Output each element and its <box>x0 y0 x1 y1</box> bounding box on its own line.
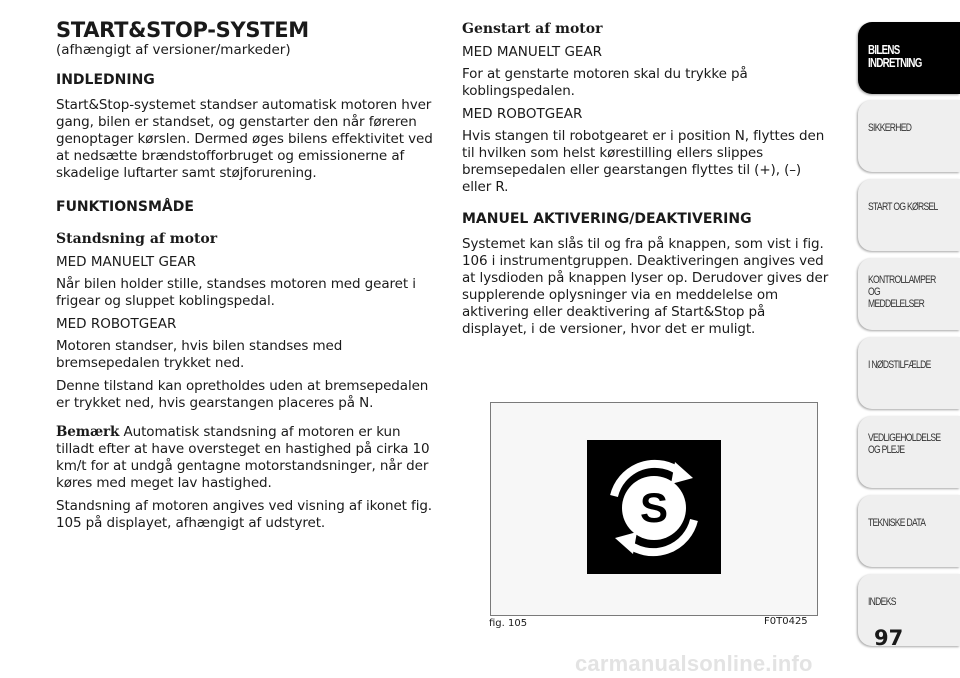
figure-code: F0T0425 <box>764 616 808 627</box>
tab-label: SIKKERHED <box>868 122 912 134</box>
toggle-text: Systemet kan slås til og fra på knappen, som vist i fig. 106 i instrumentgruppen. Deaktiveringen angives ved at lysdioden på knappen lyser op. Derudover gives der supplerende oplysninger via en meddelelse om aktivering eller deaktivering af Start&Stop på displayet, i de versioner, hvor det er muligt. <box>462 236 829 337</box>
tab-sikkerhed[interactable] <box>858 100 960 172</box>
note-label: Bemærk <box>56 424 120 440</box>
tab-label: TEKNISKE DATA <box>868 517 926 529</box>
tab-bilens-indretning[interactable] <box>858 22 960 94</box>
page-number: 97 <box>874 626 904 650</box>
tab-kontrollamper[interactable] <box>858 258 960 330</box>
stop-heading: Standsning af motor <box>56 231 218 247</box>
tab-label: START OG KØRSEL <box>868 201 938 213</box>
tab-start-og-korsel[interactable] <box>858 179 960 251</box>
watermark: carmanualsonline.info <box>575 651 813 676</box>
restart-manual-text: For at genstarte motoren skal du trykke på koblingspedalen. <box>462 66 748 99</box>
manual-gear-label: MED MANUELT GEAR <box>56 254 197 270</box>
right-column <box>462 20 834 344</box>
note-text: Automatisk standsning af motoren er kun tilladt efter at have oversteget en hastighed på cirka 10 km/t for at undgå gentagne motorstandsninger, når der køres med meget lav hastighed. <box>56 424 430 491</box>
section-subtitle: (afhængigt af versioner/markeder) <box>56 42 291 58</box>
restart-robot-text: Hvis stangen til robotgearet er i position N, flyttes den til hvilken som helst kørestilling ellers slippes bremsepedalen eller gearstangen flyttes til (+), (–) eller R. <box>462 128 825 195</box>
start-stop-icon-graphic <box>587 440 721 574</box>
restart-manual-label: MED MANUELT GEAR <box>462 44 603 60</box>
tab-label: VEDLIGEHOLDELSE OG PLEJE <box>868 432 941 456</box>
robot-gear-text: Motoren standser, hvis bilen standses med bremsepedalen trykket ned. <box>56 338 343 371</box>
robot-gear-label: MED ROBOTGEAR <box>56 316 177 332</box>
robot-gear-text-2: Denne tilstand kan opretholdes uden at bremsepedalen er trykket ned, hvis gearstangen placeres på N. <box>56 378 429 411</box>
tab-label: INDEKS <box>868 596 896 608</box>
toggle-heading: MANUEL AKTIVERING/DEAKTIVERING <box>462 211 752 227</box>
mode-heading: FUNKTIONSMÅDE <box>56 199 194 215</box>
chapter-tabs <box>858 22 960 652</box>
figure-label: fig. 105 <box>489 618 528 629</box>
tab-vedligeholdelse[interactable] <box>858 416 960 488</box>
tab-label: KONTROLLAMPER OG MEDDELELSER <box>868 274 936 310</box>
tab-tekniske-data[interactable] <box>858 495 960 567</box>
restart-heading: Genstart af motor <box>462 21 603 37</box>
section-title: START&STOP-SYSTEM <box>56 18 309 42</box>
intro-heading: INDLEDNING <box>56 72 155 88</box>
restart-robot-label: MED ROBOTGEAR <box>462 106 583 122</box>
tab-label: I NØDSTILFÆLDE <box>868 359 931 371</box>
note-paragraph <box>56 424 442 492</box>
tab-label: BILENS INDRETNING <box>868 43 922 70</box>
start-stop-icon-letter: S <box>639 484 669 531</box>
left-column <box>56 18 442 538</box>
figure-105 <box>490 402 818 616</box>
intro-text: Start&Stop-systemet standser automatisk motoren hver gang, bilen er standset, og genstarter den når føreren genoptager kørslen. Dermed øges bilens effektivitet ved at nedsætte brændstofforbruget og emissionerne af skadelige luftarter samt støjforurening. <box>56 97 433 181</box>
tab-i-nodstilfaelde[interactable] <box>858 337 960 409</box>
manual-gear-text: Når bilen holder stille, standses motoren med gearet i frigear og sluppet koblingspedal. <box>56 276 416 309</box>
start-stop-icon <box>587 440 721 574</box>
display-text: Standsning af motoren angives ved visning af ikonet fig. 105 på displayet, afhængigt af udstyret. <box>56 498 432 531</box>
